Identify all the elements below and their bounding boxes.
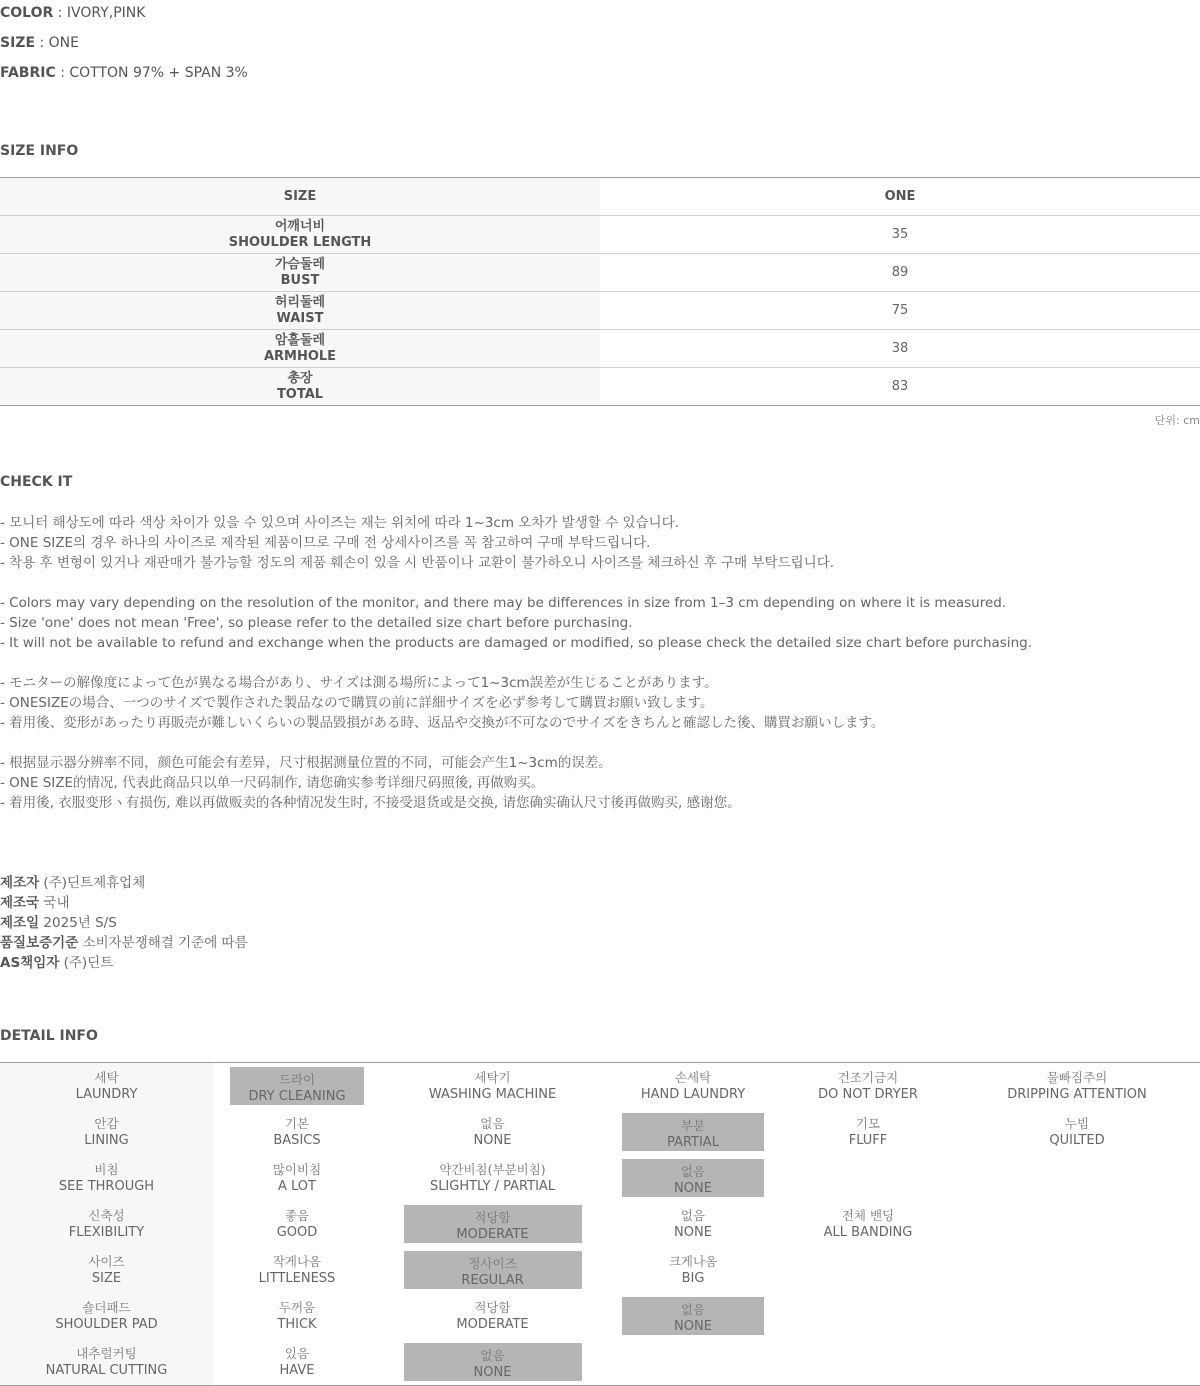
detail-option-en: NONE: [674, 1319, 712, 1334]
detail-head-text: [69, 1203, 144, 1245]
detail-option: [213, 1339, 381, 1386]
detail-option: [782, 1063, 954, 1110]
fabric-value: : COTTON 97% + SPAN 3%: [60, 65, 248, 81]
maker-row: [0, 893, 248, 913]
fabric-label: FABRIC: [0, 65, 56, 81]
detail-option-ko: 기모: [855, 1116, 881, 1131]
detail-option-ko: 전체 밴딩: [841, 1208, 895, 1223]
detail-head-en: NATURAL CUTTING: [45, 1363, 168, 1378]
detail-option-ko: 좋음: [284, 1208, 310, 1223]
detail-option: [604, 1155, 782, 1201]
detail-option: [213, 1155, 381, 1201]
detail-head-ko: 세탁: [94, 1070, 119, 1085]
note-en: - Size 'one' does not mean 'Free', so please refer to the detailed size chart before purchasing.: [0, 615, 633, 631]
size-value: : ONE: [39, 35, 79, 51]
maker-row: [0, 913, 248, 933]
detail-option: [213, 1063, 381, 1110]
detail-option-ko: 없음: [680, 1208, 706, 1223]
detail-table: [0, 1062, 1200, 1386]
detail-option-selected: [404, 1343, 582, 1381]
color-label: COLOR: [0, 5, 54, 21]
detail-row-head: [0, 1201, 213, 1247]
detail-option-text: [824, 1203, 913, 1245]
detail-option: [782, 1247, 954, 1293]
product-summary: [0, 0, 248, 88]
detail-option-selected: [622, 1297, 764, 1335]
detail-option-text: [1049, 1111, 1104, 1153]
detail-option-en: DRIPPING ATTENTION: [1007, 1087, 1147, 1102]
note-ja: - ONESIZEの場合、一つのサイズで製作された製品なので購買の前に詳細サイズを必ず参考して購買お願い致します。: [0, 695, 714, 711]
detail-row: [0, 1109, 1200, 1155]
detail-option: [604, 1339, 782, 1386]
size-label: SIZE: [0, 35, 36, 51]
table-row: [0, 216, 1200, 254]
detail-option: [604, 1293, 782, 1339]
detail-head-ko: 안감: [94, 1116, 119, 1131]
detail-info-title: DETAIL INFO: [0, 1028, 98, 1044]
detail-row-head: [0, 1293, 213, 1339]
detail-option-selected: [230, 1067, 364, 1105]
size-table-header: [0, 178, 1200, 216]
detail-option: [954, 1293, 1200, 1339]
detail-option-ko: 세탁기: [474, 1070, 511, 1085]
detail-option-text: [641, 1065, 745, 1107]
detail-option: [213, 1201, 381, 1247]
measure-label-ko: 허리둘레: [274, 294, 326, 310]
detail-head-text: [88, 1249, 124, 1291]
detail-row: [0, 1155, 1200, 1201]
measure-label: [0, 292, 600, 330]
detail-option-ko: 두꺼움: [278, 1300, 316, 1315]
detail-head-en: SEE THROUGH: [58, 1179, 155, 1194]
detail-option-en: FLUFF: [848, 1133, 888, 1148]
color-line: [0, 0, 248, 28]
detail-head-ko: 숄더패드: [82, 1300, 131, 1315]
detail-option-ko: 크게나옴: [668, 1254, 718, 1269]
detail-option-en: SLIGHTLY / PARTIAL: [429, 1179, 556, 1194]
detail-head-ko: 신축성: [88, 1208, 125, 1223]
detail-head-text: [59, 1157, 154, 1199]
detail-option-ko: 부분: [680, 1118, 706, 1133]
detail-option-ko: 누빔: [1064, 1116, 1090, 1131]
detail-option: [381, 1109, 604, 1155]
detail-option-en: NONE: [674, 1181, 712, 1196]
measure-label: [0, 368, 600, 406]
detail-option-selected: [622, 1159, 764, 1197]
detail-option: [782, 1293, 954, 1339]
note-ko: - 모니터 해상도에 따라 색상 차이가 있을 수 있으며 사이즈는 재는 위치에 따라 1~3cm 오차가 발생할 수 있습니다.: [0, 515, 679, 531]
detail-option: [381, 1293, 604, 1339]
note-zh: - 着用後, 衣服变形ヽ有损伤, 难以再做贩卖的各种情况发生时, 不接受退货或是交换, 请您确实确认尺寸後再做购买, 感谢您。: [0, 795, 741, 811]
detail-option-ko: 없음: [480, 1116, 505, 1131]
detail-option-ko: 없음: [480, 1348, 505, 1363]
detail-row: [0, 1247, 1200, 1293]
measure-label: [0, 254, 600, 292]
detail-option-en: HAVE: [279, 1363, 315, 1378]
detail-option-ko: 손세탁: [674, 1070, 712, 1085]
measure-label-ko: 어깨너비: [274, 218, 326, 234]
table-row: [0, 368, 1200, 406]
detail-option-ko: 적당함: [474, 1210, 511, 1225]
size-line: [0, 28, 248, 58]
detail-option: [604, 1109, 782, 1155]
detail-head-en: SHOULDER PAD: [55, 1317, 158, 1332]
maker-value: 소비자분쟁해결 기준에 따름: [82, 935, 248, 951]
detail-option-selected: [404, 1251, 582, 1289]
measure-value: 83: [600, 368, 1200, 406]
detail-option-ko: 물빠짐주의: [1046, 1070, 1108, 1085]
measure-label-en: BUST: [280, 272, 320, 288]
table-row: [0, 254, 1200, 292]
note-ko: - ONE SIZE의 경우 하나의 사이즈로 제작된 제품이므로 구매 전 상세사이즈를 꼭 참고하여 구매 부탁드립니다.: [0, 535, 651, 551]
detail-option: [381, 1063, 604, 1110]
detail-option-text: [277, 1203, 318, 1245]
detail-option-selected: [404, 1205, 582, 1243]
detail-head-en: LINING: [84, 1133, 129, 1148]
detail-row-head: [0, 1109, 213, 1155]
detail-option: [604, 1247, 782, 1293]
detail-option-text: [273, 1157, 321, 1199]
detail-option-text: [273, 1111, 320, 1153]
detail-head-en: LAUNDRY: [75, 1087, 138, 1102]
detail-row-head: [0, 1247, 213, 1293]
detail-option-text: [430, 1157, 555, 1199]
measure-label-ko: 총장: [287, 370, 313, 386]
detail-option-text: [429, 1065, 556, 1107]
detail-option: [782, 1201, 954, 1247]
maker-value: (주)딘트: [63, 955, 114, 971]
detail-option: [213, 1247, 381, 1293]
detail-row: [0, 1201, 1200, 1247]
detail-option-ko: 작게나옴: [272, 1254, 322, 1269]
detail-option-text: [669, 1249, 717, 1291]
detail-option-en: PARTIAL: [667, 1135, 719, 1150]
detail-option-ko: 건조기금지: [837, 1070, 899, 1085]
detail-option-en: REGULAR: [461, 1273, 524, 1288]
detail-option-en: A LOT: [278, 1179, 316, 1194]
detail-option-text: [259, 1249, 336, 1291]
detail-option: [213, 1109, 381, 1155]
detail-option-en: NONE: [473, 1133, 512, 1148]
note-ko: - 착용 후 변형이 있거나 재판매가 불가능할 정도의 제품 훼손이 있을 시 반품이나 교환이 불가하오니 사이즈를 체크하신 후 구매 부탁드립니다.: [0, 555, 835, 571]
measure-label-ko: 가슴둘레: [274, 256, 326, 272]
maker-label: 제조일: [0, 915, 40, 931]
detail-option-text: [849, 1111, 888, 1153]
detail-option-en: BASICS: [273, 1133, 321, 1148]
detail-option-ko: 드라이: [278, 1072, 316, 1087]
detail-option-text: [474, 1111, 512, 1153]
detail-option-ko: 적당함: [474, 1300, 511, 1315]
size-header-label: SIZE: [0, 178, 600, 216]
maker-label: 제조국: [0, 895, 40, 911]
detail-head-ko: 사이즈: [88, 1254, 125, 1269]
measure-label: [0, 216, 600, 254]
measure-label-en: TOTAL: [276, 386, 324, 402]
size-info-title: SIZE INFO: [0, 143, 79, 159]
detail-option-text: [280, 1341, 315, 1383]
size-unit-note: 단위: cm: [1154, 414, 1200, 427]
detail-option: [381, 1339, 604, 1386]
detail-row: [0, 1339, 1200, 1386]
detail-option: [381, 1247, 604, 1293]
detail-row: [0, 1293, 1200, 1339]
maker-row: [0, 953, 248, 973]
measure-value: 38: [600, 330, 1200, 368]
detail-head-text: [55, 1295, 157, 1337]
check-it-title: CHECK IT: [0, 474, 73, 490]
detail-option: [381, 1155, 604, 1201]
detail-option: [213, 1293, 381, 1339]
maker-label: 품질보증기준: [0, 935, 79, 951]
detail-option: [381, 1201, 604, 1247]
detail-option-ko: 없음: [680, 1164, 706, 1179]
detail-option-en: DO NOT DRYER: [818, 1087, 918, 1102]
detail-row-head: [0, 1339, 213, 1386]
measure-label-ko: 암홀둘레: [274, 332, 326, 348]
detail-option-en: NONE: [473, 1365, 512, 1380]
detail-option-ko: 있음: [284, 1346, 310, 1361]
table-row: [0, 330, 1200, 368]
detail-option-en: BIG: [681, 1271, 705, 1286]
note-en: - It will not be available to refund and exchange when the products are damaged or modified, so please check the detailed size chart before purchasing.: [0, 635, 1032, 651]
detail-row: [0, 1063, 1200, 1110]
detail-option-en: ALL BANDING: [823, 1225, 913, 1240]
detail-option-en: THICK: [277, 1317, 317, 1332]
detail-option: [954, 1155, 1200, 1201]
detail-head-text: [84, 1111, 128, 1153]
detail-head-en: SIZE: [91, 1271, 122, 1286]
maker-row: [0, 873, 248, 893]
detail-option: [954, 1339, 1200, 1386]
detail-option: [604, 1201, 782, 1247]
detail-option-ko: 많이비침: [272, 1162, 322, 1177]
detail-option-en: DRY CLEANING: [248, 1089, 346, 1104]
color-value: : IVORY,PINK: [57, 5, 146, 21]
detail-option-en: HAND LAUNDRY: [640, 1087, 746, 1102]
table-row: [0, 292, 1200, 330]
maker-row: [0, 933, 248, 953]
detail-head-en: FLEXIBILITY: [68, 1225, 145, 1240]
detail-option: [954, 1201, 1200, 1247]
check-it-notes: [0, 513, 1200, 813]
note-ja: - 着用後、変形があったり再販売が難しいくらいの製品毀損がある時、返品や交換が不可なのでサイズをきちんと確認した後、購買お願いします。: [0, 715, 885, 731]
measure-value: 75: [600, 292, 1200, 330]
detail-option-en: MODERATE: [456, 1317, 529, 1332]
detail-option-en: LITTLENESS: [258, 1271, 336, 1286]
note-zh: - 根据显示器分辨率不同，颜色可能会有差异，尺寸根据测量位置的不同，可能会产生1~3cm的误差。: [0, 755, 612, 771]
detail-option-text: [674, 1203, 712, 1245]
detail-option: [954, 1063, 1200, 1110]
maker-label: 제조자: [0, 875, 40, 891]
measure-label-en: SHOULDER LENGTH: [228, 234, 372, 250]
detail-option-ko: 정사이즈: [468, 1256, 517, 1271]
fabric-line: [0, 58, 248, 88]
detail-option: [954, 1247, 1200, 1293]
detail-head-text: [76, 1065, 138, 1107]
measure-value: 35: [600, 216, 1200, 254]
measure-label-en: WAIST: [276, 310, 324, 326]
detail-option-en: QUILTED: [1049, 1133, 1105, 1148]
maker-value: 2025년 S/S: [43, 915, 117, 931]
detail-option-en: NONE: [674, 1225, 712, 1240]
detail-row-head: [0, 1063, 213, 1110]
detail-option-ko: 약간비침(부분비침): [439, 1162, 546, 1177]
detail-head-ko: 비침: [94, 1162, 119, 1177]
size-table: [0, 177, 1200, 406]
detail-option-en: MODERATE: [456, 1227, 529, 1242]
detail-row-head: [0, 1155, 213, 1201]
detail-option-en: WASHING MACHINE: [428, 1087, 557, 1102]
measure-label-en: ARMHOLE: [263, 348, 337, 364]
detail-head-ko: 내추럴커팅: [76, 1346, 137, 1361]
note-zh: - ONE SIZE的情况, 代表此商品只以单一尺码制作, 请您确实参考详细尺码照後, 再做购买。: [0, 775, 545, 791]
note-ja: - モニターの解像度によって色が異なる場合があり、サイズは測る場所によって1~3cm誤差が生じることがあります。: [0, 675, 718, 691]
detail-option: [782, 1339, 954, 1386]
detail-option-ko: 없음: [680, 1302, 706, 1317]
note-en: - Colors may vary depending on the resolution of the monitor, and there may be differences in size from 1–3 cm depending on where it is measured.: [0, 595, 1007, 611]
maker-label: AS책임자: [0, 955, 60, 971]
detail-option-text: [818, 1065, 918, 1107]
size-info-table-wrap: [0, 177, 1200, 436]
detail-option: [782, 1155, 954, 1201]
maker-value: (주)딘트제휴업체: [43, 875, 146, 891]
detail-option: [604, 1063, 782, 1110]
measure-label: [0, 330, 600, 368]
detail-option: [782, 1109, 954, 1155]
measure-value: 89: [600, 254, 1200, 292]
detail-option-text: [456, 1295, 528, 1337]
detail-option-selected: [622, 1113, 764, 1151]
detail-option-ko: 기본: [284, 1116, 310, 1131]
detail-option-text: [277, 1295, 316, 1337]
maker-info: [0, 873, 248, 973]
detail-option-en: GOOD: [276, 1225, 318, 1240]
detail-option-text: [1007, 1065, 1147, 1107]
size-header-value: ONE: [600, 178, 1200, 216]
maker-value: 국내: [43, 895, 70, 911]
detail-option: [954, 1109, 1200, 1155]
detail-head-text: [46, 1341, 168, 1383]
